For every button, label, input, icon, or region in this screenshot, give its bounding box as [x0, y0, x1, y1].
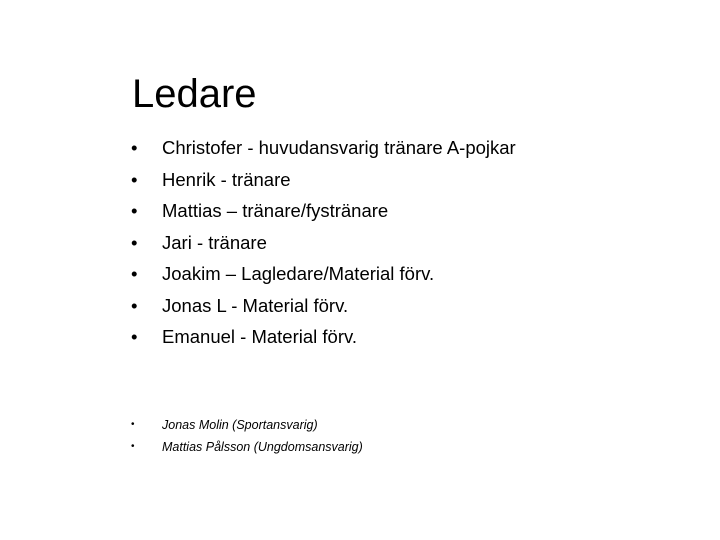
list-item [131, 195, 516, 227]
bullet-icon: • [131, 441, 135, 452]
bullet-icon: • [131, 263, 138, 284]
list-item [131, 321, 516, 353]
leader-text: Christofer - huvudansvarig tränare A-pojkar [162, 137, 516, 158]
bullet-icon: • [131, 294, 138, 316]
list-item [131, 414, 363, 436]
responsible-text: Jonas Molin (Sportansvarig) [162, 418, 318, 432]
leader-text: Emanuel - Material förv. [162, 326, 357, 347]
list-item [131, 258, 516, 290]
list-item [131, 227, 516, 259]
leader-text: Henrik - tränare [162, 168, 291, 190]
slide-title: Ledare [132, 72, 257, 116]
leaders-list [131, 132, 516, 353]
bullet-icon: • [131, 200, 138, 221]
bullet-icon: • [131, 419, 135, 430]
leader-text: Mattias – tränare/fystränare [162, 200, 389, 221]
list-item [131, 290, 516, 322]
leader-text: Joakim – Lagledare/Material förv. [162, 263, 435, 284]
list-item [131, 164, 516, 196]
responsibles-list [131, 414, 363, 458]
leader-text: Jari - tränare [162, 231, 267, 253]
bullet-icon: • [131, 231, 138, 253]
bullet-icon: • [131, 168, 138, 190]
list-item [131, 436, 363, 458]
list-item [131, 132, 516, 164]
leader-text: Jonas L - Material förv. [162, 294, 349, 316]
responsible-text: Mattias Pålsson (Ungdomsansvarig) [162, 440, 363, 454]
bullet-icon: • [131, 137, 138, 158]
bullet-icon: • [131, 326, 138, 347]
